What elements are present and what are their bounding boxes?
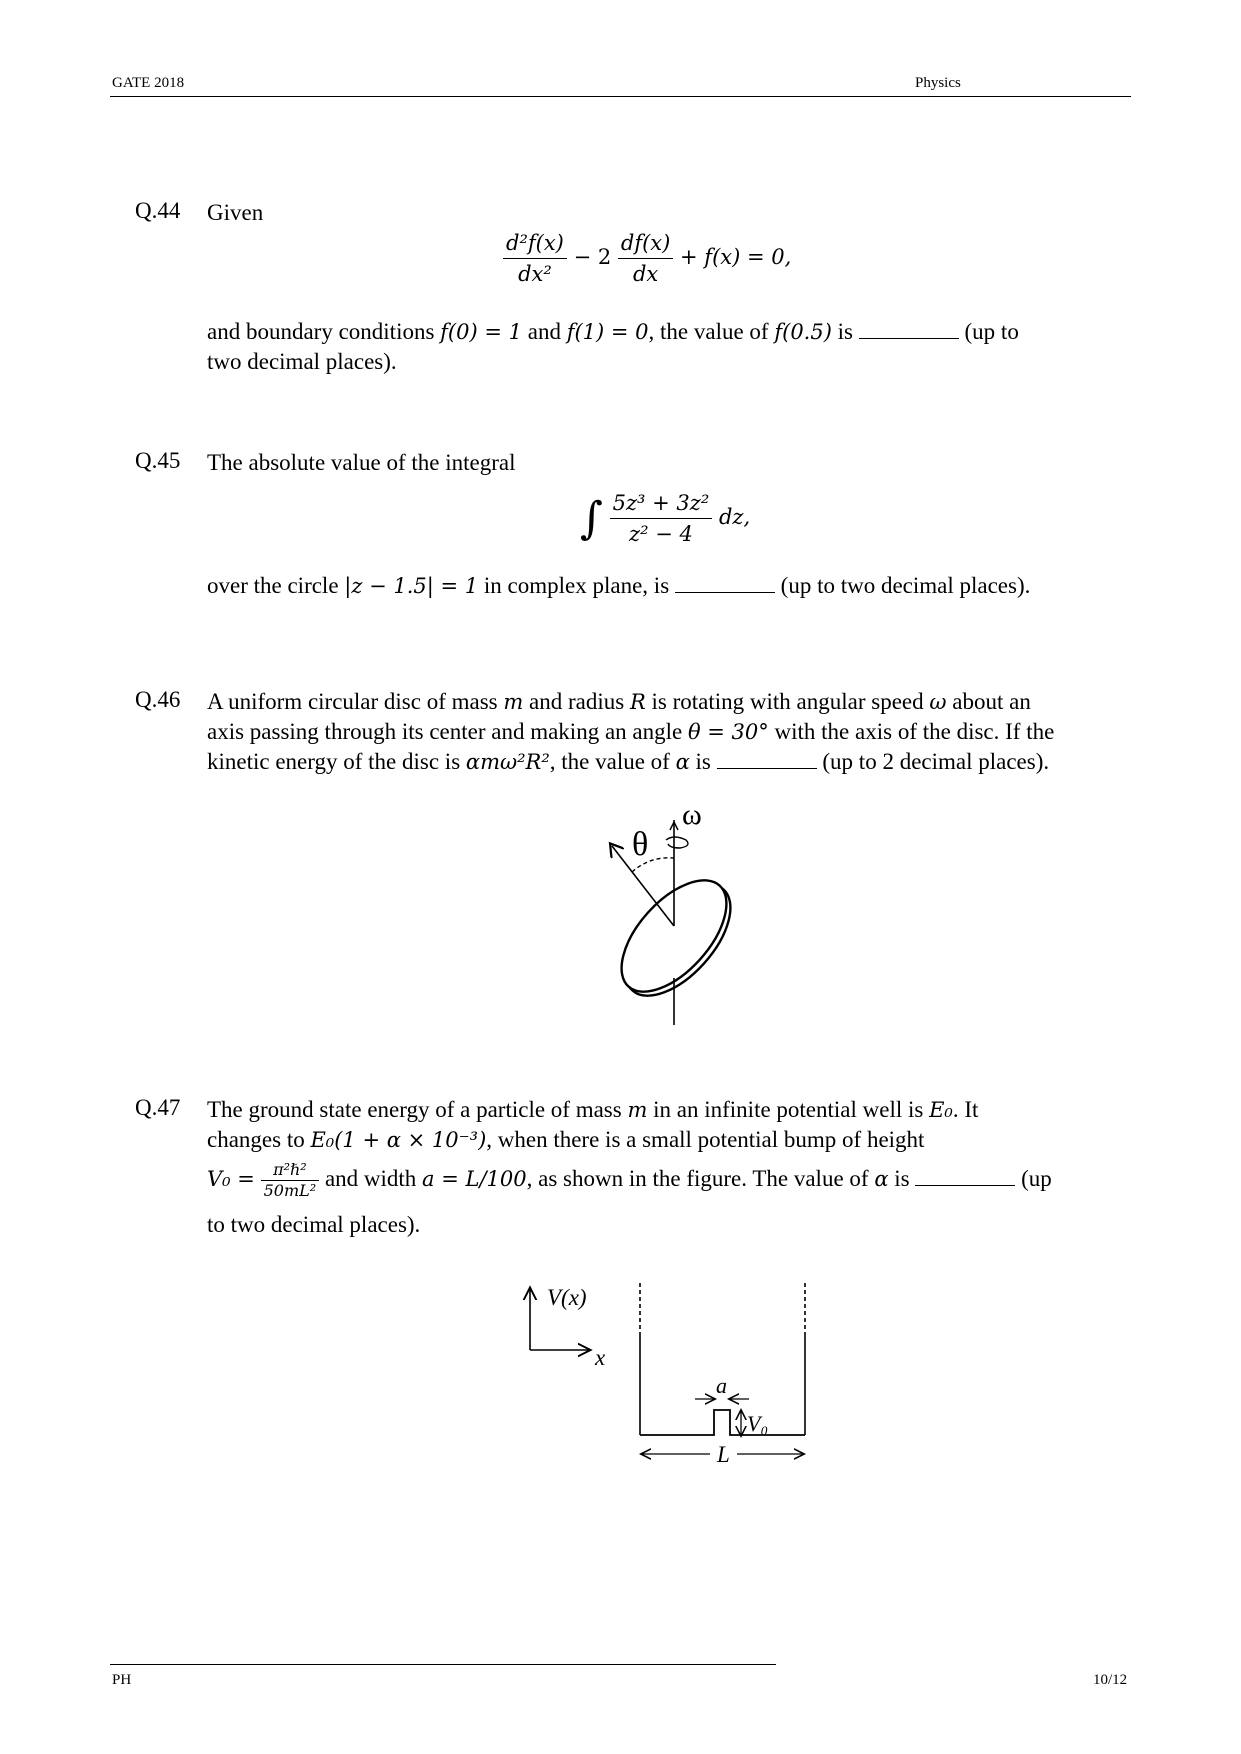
q46-text: is xyxy=(689,749,711,774)
q44-body xyxy=(207,317,1127,376)
q47-v0-den: 50mL² xyxy=(263,1181,317,1200)
q45-int-num: 5z³ + 3z² xyxy=(610,488,713,519)
q45-int-tail: dz, xyxy=(718,505,751,529)
q46-text: A uniform circular disc of mass xyxy=(207,689,504,714)
q44-text: , the value of xyxy=(648,319,775,344)
header-rule xyxy=(110,96,1131,97)
q47-number: Q.47 xyxy=(135,1095,181,1120)
q44-eq-den2: dx xyxy=(632,262,659,286)
q44-eq-minus: − 2 xyxy=(573,245,612,269)
footer-rule xyxy=(110,1664,776,1665)
q47-text: in an infinite potential well is xyxy=(647,1097,930,1122)
header-subject: Physics xyxy=(915,75,961,91)
q46-math: θ = 30° xyxy=(687,720,769,744)
q47-text: is xyxy=(888,1165,910,1191)
q45-integral xyxy=(580,488,750,549)
q44-number: Q.44 xyxy=(135,198,181,223)
q45-body xyxy=(207,571,1127,601)
q44-text: two decimal places). xyxy=(207,349,397,374)
q44-math: f(0) = 1 xyxy=(440,320,522,344)
q44-eq-num2: df(x) xyxy=(618,228,673,259)
q44-text: and boundary conditions xyxy=(207,319,441,344)
q47-math: E₀(1 + α × 10⁻³) xyxy=(310,1128,487,1152)
q47-body xyxy=(207,1095,1147,1155)
q47-answer-blank xyxy=(915,1167,1015,1186)
q45-math: |z − 1.5| = 1 xyxy=(344,574,479,598)
q46-text: with the axis of the disc. If the xyxy=(768,719,1055,744)
q46-answer-blank xyxy=(717,750,817,769)
q46-body xyxy=(207,687,1147,777)
q46-text: , the value of xyxy=(549,749,676,774)
q47-text: The ground state energy of a particle of mass xyxy=(207,1097,628,1122)
q45-intro: The absolute value of the integral xyxy=(207,450,516,475)
footer-paper-code: PH xyxy=(112,1672,132,1688)
fig-omega-label: ω xyxy=(682,800,702,831)
q46-text: and radius xyxy=(523,689,630,714)
fig-a-label: a xyxy=(716,1373,727,1398)
q47-text: , as shown in the figure. The value of xyxy=(526,1165,875,1191)
q47-well-figure xyxy=(515,1275,815,1465)
q47-math: m xyxy=(627,1098,648,1122)
q47-text: . It xyxy=(952,1097,979,1122)
q44-eq-den1: dx² xyxy=(518,262,552,286)
q44-text: and xyxy=(521,319,567,344)
fig-x-label: x xyxy=(595,1345,606,1370)
q44-math: f(1) = 0 xyxy=(566,320,649,344)
q46-disc-figure xyxy=(590,800,750,1030)
q47-text: changes to xyxy=(207,1127,311,1152)
omega-curl-arrow xyxy=(666,837,688,848)
q46-math: ω xyxy=(929,690,947,714)
well-floor-with-bump xyxy=(640,1410,805,1435)
q46-text: is rotating with angular speed xyxy=(645,689,930,714)
q47-text: (up xyxy=(1015,1165,1052,1191)
q47-math: a = L/100 xyxy=(422,1166,527,1191)
q47-text: , when there is a small potential bump of height xyxy=(486,1127,925,1152)
q47-v0-num: π²ℏ² xyxy=(261,1160,320,1181)
q44-eq-tail: + f(x) = 0, xyxy=(680,245,792,269)
q45-text: over the circle xyxy=(207,573,345,598)
q46-math: m xyxy=(503,690,524,714)
q45-integral-sign: ∫ xyxy=(580,493,603,544)
q46-math: αmω²R² xyxy=(465,750,550,774)
q45-int-den: z² − 4 xyxy=(629,522,693,546)
q46-text: (up to 2 decimal places). xyxy=(816,749,1050,774)
q45-text: (up to two decimal places). xyxy=(774,573,1031,598)
q44-equation xyxy=(503,228,791,289)
q46-math: R xyxy=(629,690,646,714)
q47-text: and width xyxy=(319,1165,423,1191)
fig-vx-label: V(x) xyxy=(547,1285,587,1310)
q47-body-line3 xyxy=(207,1160,1147,1201)
footer-page-number: 10/12 xyxy=(1093,1672,1128,1688)
q47-v0-lhs: V₀ = xyxy=(207,1166,255,1191)
q46-number: Q.46 xyxy=(135,687,181,712)
q44-text: (up to xyxy=(958,319,1019,344)
fig-l-label: L xyxy=(717,1442,730,1465)
q46-math: α xyxy=(675,750,690,774)
q45-text: in complex plane, is xyxy=(478,573,670,598)
q44-text: is xyxy=(831,319,854,344)
q46-text: axis passing through its center and making an angle xyxy=(207,719,688,744)
q46-text: kinetic energy of the disc is xyxy=(207,749,466,774)
fig-theta-label: θ xyxy=(632,826,649,863)
q45-answer-blank xyxy=(675,574,775,593)
q45-number: Q.45 xyxy=(135,448,181,473)
q44-answer-blank xyxy=(859,320,959,339)
q47-body-line4: to two decimal places). xyxy=(207,1212,421,1237)
fig-v0-label: V₀ xyxy=(747,1411,769,1436)
q44-eq-num1: d²f(x) xyxy=(503,228,567,259)
q44-math: f(0.5) xyxy=(774,320,832,344)
q46-text: about an xyxy=(946,689,1031,714)
q47-math: α xyxy=(874,1166,889,1191)
header-exam-title: GATE 2018 xyxy=(112,75,185,91)
q44-intro: Given xyxy=(207,200,264,225)
q47-math: E₀ xyxy=(929,1098,953,1122)
